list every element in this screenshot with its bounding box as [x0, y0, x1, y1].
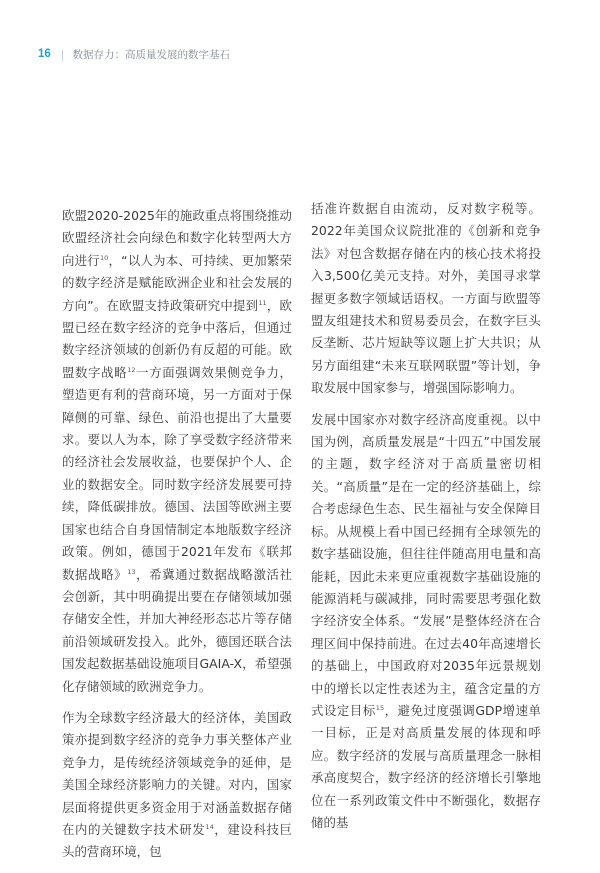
text-segment: ，欧盟已经在数字经济的竞争中落后，但通过数字经济领域的创新仍有反超的可能。欧盟数字战略 [62, 297, 292, 380]
text-segment: 发展中国家亦对数字经济高度重视。以中国为例，高质量发展是“十四五”中国发展的主题，数字经济对于高质量密切相关。“高质量”是在一定的经济基础上，综合考虑绿色生态、民生福祉与安全保障目标。从规模上看中国已经拥有全球领先的数字基础设施，但往往伴随高用电量和高能耗，因此未来更应重视数字基础设施的能源消耗与碳减排，同时需要思考强化数字经济安全体系。“发展”是整体经济在合理区间中保持前进。在过去40年高速增长的基础上，中国政府对2035年远景规划中的增长以定性表述为主，蕴含定量的方式设定目标 [311, 411, 541, 718]
text-segment: 欧盟2020-2025年的施政重点将围绕推动欧盟经济社会向绿色和数字化转型两大方向进行 [62, 208, 292, 268]
footnote-ref: 13 [127, 567, 136, 576]
us-policy-continued-paragraph: 括准许数据自由流动，反对数字税等。2022年美国众议院批准的《创新和竞争法》对包含数据存储在内的核心技术将投入3,500亿美元支持。对外，美国寻求掌握更多数字领域话语权。一方面与欧盟等盟友组建技术和贸易委员会，在数字巨头反垄断、芯片短缺等议题上扩大共识；从另方面组建“未来互联网联盟”等计划，争取发展中国家参与，增强国际影响力。 [311, 201, 541, 396]
left-column [62, 205, 292, 873]
footnote-ref: 15 [375, 703, 385, 712]
text-segment: ，希冀通过数据战略激活社会创新，其中明确提出要在存储领域加强存储安全性，并加大神经形态芯片等存储前沿领域研发投入。此外，德国还联合法国发起数据基础设施项目GAIA-X，希望强化存储领域的欧洲竞争力。 [62, 566, 292, 694]
text-segment: ，建设科技巨头的营商环境，包 [62, 821, 292, 860]
footnote-ref: 14 [205, 822, 214, 831]
page-header [38, 46, 230, 62]
header-separator: | [60, 47, 65, 61]
text-segment: ，避免过度强调GDP增速单一目标，正是对高质量发展的体现和呼应。数字经济的发展与高质量理念一脉相承高度契合，数字经济的经济增长引擎地位在一系列政策文件中不断强化，数据存储的基 [311, 702, 541, 830]
footnote-ref: 12 [127, 365, 136, 374]
text-segment: ，“以人为本、可持续、更加繁荣的数字经济是赋能欧洲企业和社会发展的方向”。在欧盟支持政策研究中提到 [62, 252, 292, 313]
footnote-ref: 11 [258, 298, 267, 307]
us-policy-paragraph [62, 707, 292, 864]
running-title: 数据存力：高质量发展的数字基石 [72, 48, 231, 61]
footnote-ref: 10 [99, 253, 109, 262]
page-number: 16 [38, 48, 51, 60]
china-policy-paragraph [311, 409, 541, 835]
text-segment: 作为全球数字经济最大的经济体，美国政策亦提到数字经济的竞争力事关整体产业竞争力，是传统经济领域竞争的延伸，是美国全球经济影响力的关键。对内，国家层面将提供更多资金用于对涵盖数据存储在内的关键数字技术研发 [62, 709, 292, 837]
eu-policy-paragraph [62, 205, 292, 698]
text-segment: 一方面强调效果侧竞争力，塑造更有利的营商环境，另一方面对于保障侧的可靠、绿色、前沿也提出了大量要求。要以人为本，除了享受数字经济带来的经济社会发展收益，也要保护个人、企业的数据安全。同时数字经济发展要可持续，降低碳排放。德国、法国等欧洲主要国家也结合自身国情制定本地版数字经济政策。例如，德国于2021年发布《联邦数据战略》 [62, 364, 292, 582]
right-column [311, 198, 541, 843]
